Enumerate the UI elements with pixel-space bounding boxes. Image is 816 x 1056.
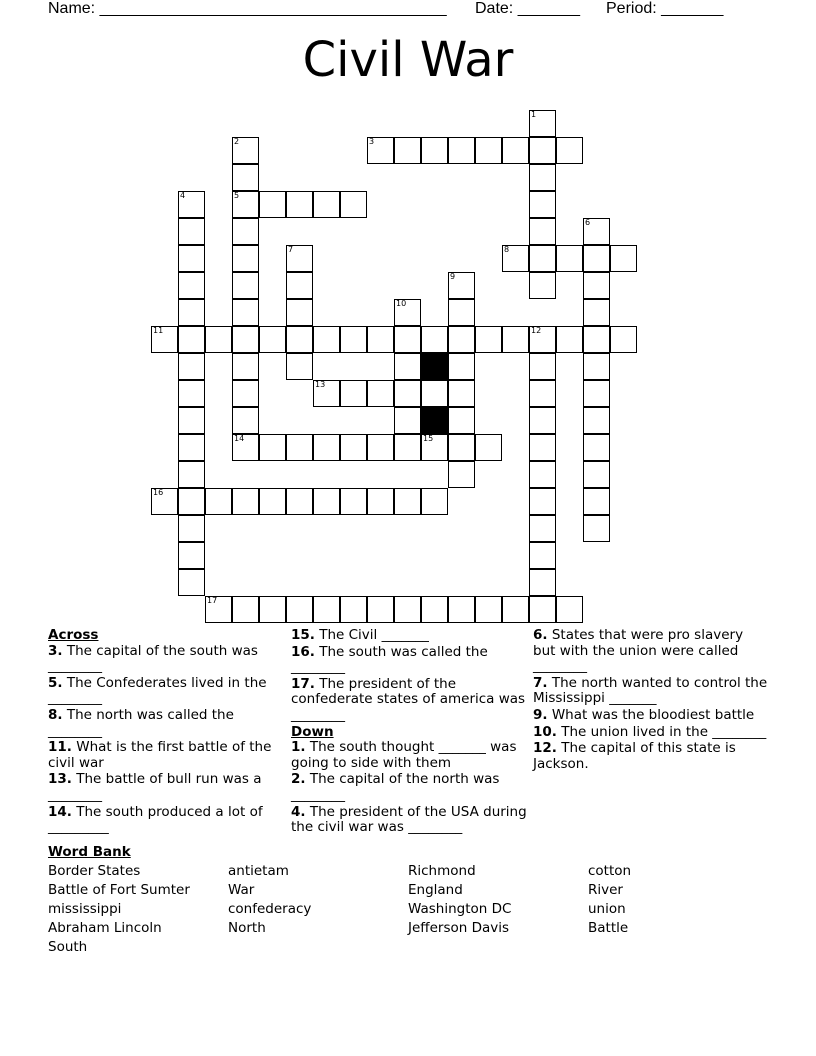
crossword-cell[interactable] [259, 488, 286, 515]
crossword-cell[interactable] [340, 596, 367, 623]
crossword-cell[interactable] [556, 326, 583, 353]
cell-number: 15 [423, 434, 434, 443]
cell-number: 13 [315, 380, 326, 389]
crossword-cell[interactable] [259, 596, 286, 623]
crossword-cell[interactable] [178, 353, 205, 380]
crossword-cell[interactable] [475, 434, 502, 461]
crossword-cell[interactable] [475, 326, 502, 353]
crossword-cell[interactable] [178, 407, 205, 434]
word-bank-item: antietam [228, 863, 289, 879]
date-field-label[interactable]: Date: _______ [475, 0, 580, 17]
crossword-cell[interactable] [583, 272, 610, 299]
crossword-cell[interactable] [232, 488, 259, 515]
crossword-cell[interactable] [610, 245, 637, 272]
word-bank-item: cotton [588, 863, 632, 879]
cell-number: 4 [180, 191, 186, 200]
crossword-cell[interactable] [340, 380, 367, 407]
crossword-cell[interactable] [205, 326, 232, 353]
crossword-cell[interactable] [286, 245, 313, 272]
word-bank-item: confederacy [228, 901, 312, 917]
crossword-cell[interactable] [367, 380, 394, 407]
clue-across-5: 5. The Confederates lived in the ________ [48, 674, 267, 707]
crossword-cell[interactable] [583, 353, 610, 380]
crossword-cell[interactable] [529, 353, 556, 380]
crossword-cell[interactable] [286, 191, 313, 218]
crossword-cell[interactable] [394, 434, 421, 461]
page-title: Civil War [302, 32, 514, 88]
crossword-cell[interactable] [529, 164, 556, 191]
crossword-cell[interactable] [313, 191, 340, 218]
clues-col2 [291, 628, 527, 837]
crossword-cell[interactable] [367, 488, 394, 515]
clue-across-11: 11. What is the first battle of the civil war [48, 739, 272, 771]
word-bank-item: Border States [48, 863, 141, 879]
cell-number: 12 [531, 326, 542, 335]
crossword-cell[interactable] [502, 596, 529, 623]
crossword-cell[interactable] [178, 326, 205, 353]
crossword-cell[interactable] [313, 596, 340, 623]
word-bank-item: South [48, 939, 88, 955]
crossword-cell[interactable] [529, 596, 556, 623]
clue-across-8: 8. The north was called the ________ [48, 706, 234, 739]
crossword-cell[interactable] [232, 191, 259, 218]
word-bank-item: Richmond [408, 863, 476, 879]
cell-number: 14 [234, 434, 245, 443]
clue-across-13: 13. The battle of bull run was a ________ [48, 771, 262, 803]
crossword-cell[interactable] [394, 326, 421, 353]
crossword-cell[interactable] [313, 380, 340, 407]
crossword-cell[interactable] [529, 461, 556, 488]
crossword-cell[interactable] [448, 326, 475, 353]
crossword-cell[interactable] [529, 380, 556, 407]
crossword-cell[interactable] [448, 272, 475, 299]
crossword-cell[interactable] [583, 218, 610, 245]
crossword-cell[interactable] [502, 137, 529, 164]
cell-number: 5 [234, 191, 240, 200]
crossword-cell[interactable] [259, 434, 286, 461]
word-bank-item: Battle of Fort Sumter [48, 882, 190, 898]
crossword-cell[interactable] [529, 218, 556, 245]
crossword-cell[interactable] [583, 488, 610, 515]
crossword-cell[interactable] [556, 137, 583, 164]
crossword-cell[interactable] [286, 434, 313, 461]
word-bank-item: River [588, 882, 623, 898]
crossword-cell[interactable] [475, 137, 502, 164]
crossword-cell[interactable] [583, 515, 610, 542]
word-bank-item: Battle [588, 920, 629, 936]
crossword-cell[interactable] [286, 596, 313, 623]
crossword-cell[interactable] [529, 515, 556, 542]
clue-across-15: 15. The Civil _______ [291, 627, 429, 643]
crossword-cell[interactable] [286, 299, 313, 326]
crossword-block [421, 353, 448, 380]
crossword-cell[interactable] [232, 434, 259, 461]
crossword-cell[interactable] [529, 407, 556, 434]
crossword-cell[interactable] [583, 407, 610, 434]
crossword-cell[interactable] [205, 596, 232, 623]
crossword-cell[interactable] [178, 569, 205, 596]
clue-down-6: 6. States that were pro slavery but with the union were called ________ [533, 627, 744, 675]
word-bank-col4 [588, 862, 631, 938]
crossword-cell[interactable] [178, 488, 205, 515]
crossword-cell[interactable] [448, 461, 475, 488]
clue-across-17: 17. The president of the confederate states of america was ________ [291, 675, 526, 723]
crossword-cell[interactable] [151, 488, 178, 515]
crossword-cell[interactable] [340, 326, 367, 353]
crossword-cell[interactable] [529, 245, 556, 272]
crossword-cell[interactable] [583, 434, 610, 461]
crossword-cell[interactable] [394, 488, 421, 515]
crossword-cell[interactable] [529, 191, 556, 218]
crossword-cell[interactable] [448, 299, 475, 326]
cell-number: 6 [585, 218, 591, 227]
crossword-cell[interactable] [529, 137, 556, 164]
word-bank-item: union [588, 901, 626, 917]
crossword-cell[interactable] [529, 542, 556, 569]
crossword-cell[interactable] [367, 137, 394, 164]
word-bank-item: War [228, 882, 255, 898]
crossword-cell[interactable] [286, 272, 313, 299]
clue-down-12: 12. The capital of this state is Jackson. [533, 740, 736, 772]
crossword-cell[interactable] [394, 137, 421, 164]
crossword-cell[interactable] [448, 434, 475, 461]
name-field-label[interactable]: Name: _______________________________________ [48, 0, 447, 17]
crossword-cell[interactable] [529, 272, 556, 299]
crossword-cell[interactable] [394, 299, 421, 326]
crossword-cell[interactable] [502, 245, 529, 272]
clue-down-4: 4. The president of the USA during the civil war was ________ [291, 803, 527, 836]
crossword-cell[interactable] [178, 299, 205, 326]
crossword-cell[interactable] [340, 191, 367, 218]
clue-across-14: 14. The south produced a lot of _________ [48, 803, 263, 836]
crossword-cell[interactable] [259, 191, 286, 218]
clue-across-3: 3. The capital of the south was ________ [48, 642, 258, 675]
crossword-cell[interactable] [178, 380, 205, 407]
crossword-cell[interactable] [232, 164, 259, 191]
cell-number: 7 [288, 245, 294, 254]
cell-number: 3 [369, 137, 375, 146]
crossword-cell[interactable] [178, 245, 205, 272]
cell-number: 8 [504, 245, 510, 254]
crossword-cell[interactable] [232, 596, 259, 623]
word-bank-col1 [48, 862, 190, 957]
crossword-cell[interactable] [448, 407, 475, 434]
crossword-cell[interactable] [421, 434, 448, 461]
crossword-cell[interactable] [286, 326, 313, 353]
crossword-cell[interactable] [178, 515, 205, 542]
crossword-cell[interactable] [529, 434, 556, 461]
crossword-cell[interactable] [394, 596, 421, 623]
word-bank-item: North [228, 920, 266, 936]
crossword-cell[interactable] [232, 380, 259, 407]
crossword-cell[interactable] [556, 245, 583, 272]
crossword-cell[interactable] [421, 326, 448, 353]
crossword-cell[interactable] [232, 353, 259, 380]
word-bank-item: mississippi [48, 901, 122, 917]
crossword-cell[interactable] [610, 326, 637, 353]
period-field-label[interactable]: Period: _______ [606, 0, 724, 17]
cell-number: 17 [207, 596, 218, 605]
crossword-cell[interactable] [367, 326, 394, 353]
crossword-cell[interactable] [394, 407, 421, 434]
crossword-cell[interactable] [232, 137, 259, 164]
crossword-cell[interactable] [583, 380, 610, 407]
word-bank-item: England [408, 882, 463, 898]
across-heading: Across [48, 627, 99, 643]
crossword-cell[interactable] [583, 299, 610, 326]
crossword-cell[interactable] [286, 488, 313, 515]
crossword-cell[interactable] [583, 461, 610, 488]
cell-number: 10 [396, 299, 407, 308]
crossword-cell[interactable] [529, 488, 556, 515]
clue-down-1: 1. The south thought _______ was going to side with them [291, 739, 517, 771]
cell-number: 9 [450, 272, 456, 281]
crossword-cell[interactable] [232, 326, 259, 353]
crossword-cell[interactable] [340, 488, 367, 515]
crossword-cell[interactable] [421, 488, 448, 515]
crossword-cell[interactable] [448, 380, 475, 407]
crossword-cell[interactable] [475, 596, 502, 623]
crossword-cell[interactable] [313, 488, 340, 515]
crossword-cell[interactable] [259, 326, 286, 353]
across-clues-col1 [48, 628, 284, 837]
crossword-cell[interactable] [232, 407, 259, 434]
crossword-cell[interactable] [448, 137, 475, 164]
crossword-cell[interactable] [232, 218, 259, 245]
word-bank-item: Abraham Lincoln [48, 920, 162, 936]
crossword-cell[interactable] [178, 542, 205, 569]
crossword-cell[interactable] [394, 353, 421, 380]
crossword-cell[interactable] [151, 326, 178, 353]
cell-number: 11 [153, 326, 164, 335]
crossword-cell[interactable] [313, 434, 340, 461]
crossword-cell[interactable] [583, 326, 610, 353]
word-bank-item: Jefferson Davis [408, 920, 510, 936]
crossword-cell[interactable] [421, 596, 448, 623]
crossword-block [421, 407, 448, 434]
clue-down-7: 7. The north wanted to control the Mississippi _______ [533, 674, 768, 707]
crossword-cell[interactable] [529, 110, 556, 137]
crossword-cell[interactable] [394, 380, 421, 407]
crossword-cell[interactable] [583, 245, 610, 272]
crossword-cell[interactable] [232, 245, 259, 272]
crossword-cell[interactable] [205, 488, 232, 515]
word-bank-col2 [228, 862, 311, 938]
cell-number: 16 [153, 488, 164, 497]
crossword-cell[interactable] [556, 596, 583, 623]
crossword-cell[interactable] [232, 299, 259, 326]
word-bank-item: Washington DC [408, 901, 512, 917]
crossword-cell[interactable] [286, 353, 313, 380]
word-bank-col3 [408, 862, 511, 938]
crossword-cell[interactable] [178, 461, 205, 488]
crossword-cell[interactable] [232, 272, 259, 299]
crossword-cell[interactable] [529, 326, 556, 353]
crossword-cell[interactable] [367, 596, 394, 623]
crossword-cell[interactable] [178, 272, 205, 299]
crossword-cell[interactable] [313, 326, 340, 353]
clue-down-10: 10. The union lived in the ________ [533, 723, 767, 740]
crossword-cell[interactable] [340, 434, 367, 461]
clue-down-2: 2. The capital of the north was ________ [291, 771, 500, 803]
crossword-cell[interactable] [421, 137, 448, 164]
crossword-cell[interactable] [367, 434, 394, 461]
clues-col3 [533, 628, 769, 773]
crossword-cell[interactable] [502, 326, 529, 353]
crossword-cell[interactable] [448, 353, 475, 380]
cell-number: 2 [234, 137, 240, 146]
cell-number: 1 [531, 110, 537, 119]
crossword-cell[interactable] [178, 218, 205, 245]
down-heading: Down [291, 723, 334, 740]
word-bank-heading: Word Bank [48, 844, 131, 860]
crossword-cell[interactable] [448, 596, 475, 623]
crossword-cell[interactable] [421, 380, 448, 407]
clue-across-16: 16. The south was called the ________ [291, 643, 488, 676]
crossword-cell[interactable] [178, 434, 205, 461]
crossword-cell[interactable] [529, 569, 556, 596]
clue-down-9: 9. What was the bloodiest battle [533, 706, 755, 723]
crossword-cell[interactable] [178, 191, 205, 218]
